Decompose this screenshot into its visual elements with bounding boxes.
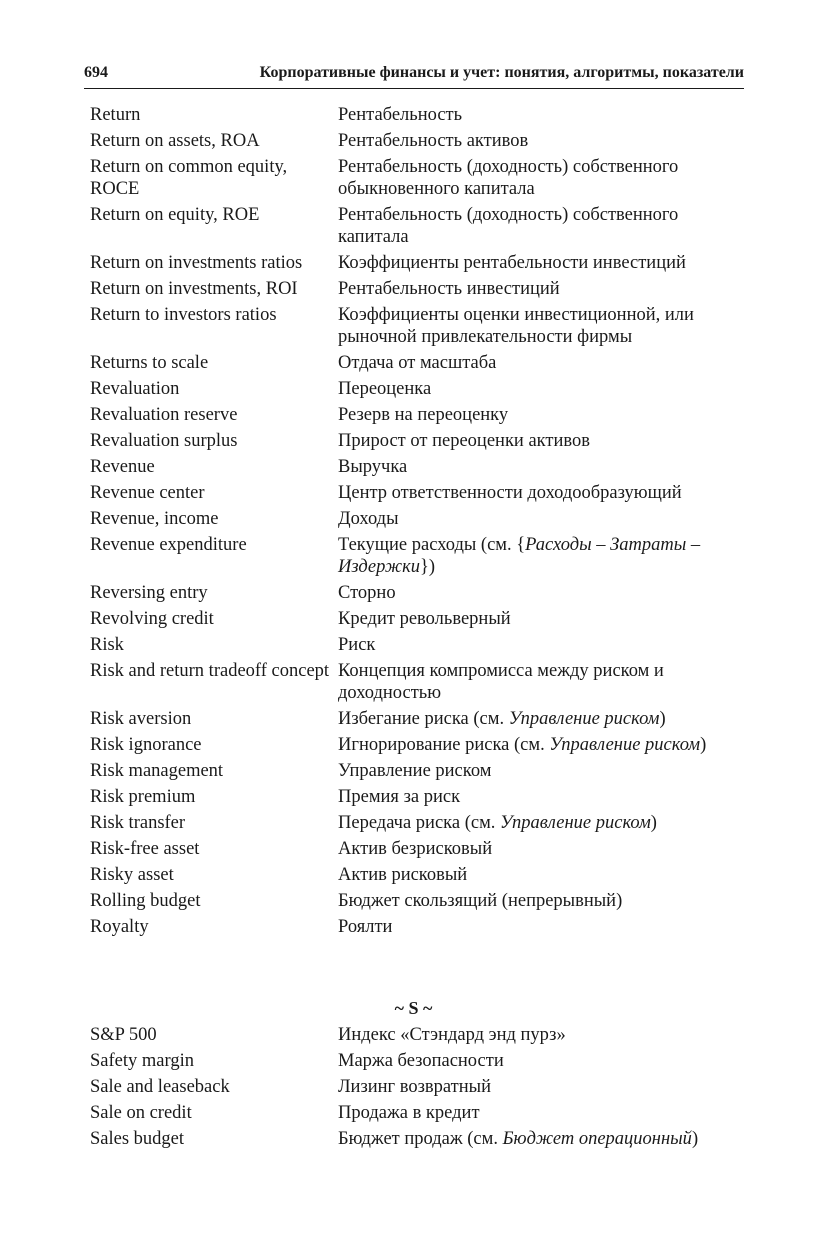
definition-text: Бюджет скользящий (непрерывный) xyxy=(338,891,623,911)
glossary-entry xyxy=(90,130,750,152)
glossary-entry xyxy=(90,352,750,374)
glossary-entry xyxy=(90,890,750,912)
entry-definition xyxy=(338,864,750,886)
definition-text: Индекс «Стэндард энд пурз» xyxy=(338,1025,566,1045)
entry-term: Return on investments ratios xyxy=(90,253,303,273)
glossary-entry xyxy=(90,534,750,578)
entry-term: Safety margin xyxy=(90,1051,194,1071)
definition-text: Маржа безопасности xyxy=(338,1051,504,1071)
entry-definition xyxy=(338,608,750,630)
glossary-entry xyxy=(90,1024,750,1046)
definition-text: Рентабельность активов xyxy=(338,131,529,151)
definition-text: Концепция компромисса между риском и доходностью xyxy=(338,661,664,703)
entry-term: Revaluation xyxy=(90,379,180,399)
entry-term: Sales budget xyxy=(90,1129,185,1149)
entry-term: Revenue, income xyxy=(90,509,219,529)
entry-term: Risk management xyxy=(90,761,224,781)
glossary-entry xyxy=(90,916,750,938)
entry-term: Rolling budget xyxy=(90,891,201,911)
entry-definition xyxy=(338,104,750,126)
definition-text: Кредит револьверный xyxy=(338,609,511,629)
glossary-list-r xyxy=(90,104,750,942)
entry-term: Return on common equity, ROCE xyxy=(90,157,288,199)
definition-text: Игнорирование риска (см. xyxy=(338,735,550,755)
definition-text: Избегание риска (см. xyxy=(338,709,509,729)
section-heading: ~ S ~ xyxy=(394,998,433,1018)
entry-term: Return on investments, ROI xyxy=(90,279,298,299)
entry-term: Royalty xyxy=(90,917,149,937)
entry-term: Risk xyxy=(90,635,124,655)
glossary-entry xyxy=(90,456,750,478)
entry-term: Risky asset xyxy=(90,865,174,885)
glossary-entry xyxy=(90,278,750,300)
glossary-entry xyxy=(90,760,750,782)
entry-term: S&P 500 xyxy=(90,1025,157,1045)
definition-text: Центр ответственности доходообразующий xyxy=(338,483,682,503)
entry-definition xyxy=(338,508,750,530)
definition-text: Лизинг возвратный xyxy=(338,1077,491,1097)
entry-definition xyxy=(338,708,750,730)
entry-definition xyxy=(338,204,750,248)
definition-text: Рентабельность инвестиций xyxy=(338,279,560,299)
definition-text: Доходы xyxy=(338,509,399,529)
definition-text: Рентабельность (доходность) собственного капитала xyxy=(338,205,679,247)
entry-definition xyxy=(338,760,750,782)
definition-tail: ) xyxy=(700,735,707,755)
entry-definition xyxy=(338,278,750,300)
definition-text: Актив безрисковый xyxy=(338,839,493,859)
definition-text: Передача риска (см. xyxy=(338,813,501,833)
page-number: 694 xyxy=(84,64,108,81)
glossary-entry xyxy=(90,734,750,756)
entry-term: Return on assets, ROA xyxy=(90,131,260,151)
definition-text: Бюджет продаж (см. xyxy=(338,1129,503,1149)
definition-text: Коэффициенты рентабельности инвестиций xyxy=(338,253,686,273)
definition-text: Роялти xyxy=(338,917,393,937)
definition-text: Рентабельность (доходность) собственного обыкновенного капитала xyxy=(338,157,679,199)
glossary-entry xyxy=(90,378,750,400)
cross-reference: Расходы – Затраты – Издержки xyxy=(338,535,701,577)
glossary-entry xyxy=(90,708,750,730)
entry-definition xyxy=(338,890,750,912)
entry-definition xyxy=(338,734,750,756)
definition-text: Управление риском xyxy=(338,761,492,781)
page-header xyxy=(84,64,744,89)
entry-definition xyxy=(338,456,750,478)
entry-definition xyxy=(338,430,750,452)
entry-definition xyxy=(338,1102,750,1124)
definition-text: Текущие расходы (см. { xyxy=(338,535,526,555)
entry-term: Revenue xyxy=(90,457,155,477)
definition-tail: ) xyxy=(650,813,657,833)
definition-text: Резерв на переоценку xyxy=(338,405,509,425)
cross-reference: Управление риском xyxy=(549,735,701,755)
definition-tail: ) xyxy=(659,709,666,729)
entry-term: Revenue center xyxy=(90,483,205,503)
entry-term: Sale and leaseback xyxy=(90,1077,230,1097)
entry-definition xyxy=(338,252,750,274)
glossary-entry xyxy=(90,304,750,348)
glossary-entry xyxy=(90,864,750,886)
entry-definition xyxy=(338,838,750,860)
glossary-entry xyxy=(90,1050,750,1072)
glossary-entry xyxy=(90,582,750,604)
glossary-entry xyxy=(90,1076,750,1098)
glossary-entry xyxy=(90,1128,750,1150)
entry-term: Revaluation surplus xyxy=(90,431,238,451)
entry-term: Revaluation reserve xyxy=(90,405,238,425)
entry-definition xyxy=(338,786,750,808)
glossary-entry xyxy=(90,156,750,200)
entry-definition xyxy=(338,130,750,152)
glossary-entry xyxy=(90,838,750,860)
cross-reference: Бюджет операционный xyxy=(502,1129,692,1149)
entry-term: Risk ignorance xyxy=(90,735,202,755)
entry-definition xyxy=(338,378,750,400)
entry-term: Sale on credit xyxy=(90,1103,192,1123)
glossary-entry xyxy=(90,634,750,656)
cross-reference: Управление риском xyxy=(508,709,660,729)
entry-definition xyxy=(338,634,750,656)
entry-definition xyxy=(338,582,750,604)
entry-term: Risk-free asset xyxy=(90,839,200,859)
definition-tail: }) xyxy=(420,557,436,577)
entry-term: Risk aversion xyxy=(90,709,192,729)
entry-term: Returns to scale xyxy=(90,353,209,373)
glossary-entry xyxy=(90,608,750,630)
entry-definition xyxy=(338,404,750,426)
glossary-entry xyxy=(90,660,750,704)
entry-term: Risk transfer xyxy=(90,813,186,833)
glossary-entry xyxy=(90,812,750,834)
cross-reference: Управление риском xyxy=(500,813,651,833)
glossary-entry xyxy=(90,204,750,248)
glossary-list-s xyxy=(90,1024,750,1154)
entry-definition xyxy=(338,1050,750,1072)
entry-term: Revenue expenditure xyxy=(90,535,247,555)
glossary-entry xyxy=(90,786,750,808)
entry-definition xyxy=(338,1076,750,1098)
entry-definition xyxy=(338,1128,750,1150)
definition-text: Риск xyxy=(338,635,376,655)
glossary-entry xyxy=(90,482,750,504)
entry-definition xyxy=(338,1024,750,1046)
entry-term: Risk and return tradeoff concept xyxy=(90,661,330,681)
entry-term: Return on equity, ROE xyxy=(90,205,260,225)
entry-definition xyxy=(338,156,750,200)
definition-text: Отдача от масштаба xyxy=(338,353,497,373)
entry-term: Return xyxy=(90,105,141,125)
entry-term: Revolving credit xyxy=(90,609,214,629)
definition-text: Выручка xyxy=(338,457,408,477)
entry-definition xyxy=(338,482,750,504)
definition-text: Продажа в кредит xyxy=(338,1103,480,1123)
definition-text: Коэффициенты оценки инвестиционной, или рыночной привлекательности фирмы xyxy=(338,305,694,347)
glossary-entry xyxy=(90,430,750,452)
entry-term: Risk premium xyxy=(90,787,196,807)
entry-definition xyxy=(338,916,750,938)
definition-text: Премия за риск xyxy=(338,787,461,807)
glossary-entry xyxy=(90,104,750,126)
glossary-entry xyxy=(90,404,750,426)
definition-text: Актив рисковый xyxy=(338,865,468,885)
glossary-entry xyxy=(90,508,750,530)
definition-tail: ) xyxy=(691,1129,699,1149)
entry-term: Return to investors ratios xyxy=(90,305,277,325)
entry-definition xyxy=(338,352,750,374)
entry-definition xyxy=(338,304,750,348)
definition-text: Сторно xyxy=(338,583,396,603)
entry-definition xyxy=(338,534,750,578)
entry-definition xyxy=(338,812,750,834)
glossary-entry xyxy=(90,1102,750,1124)
definition-text: Рентабельность xyxy=(338,105,463,125)
running-title: Корпоративные финансы и учет: понятия, алгоритмы, показатели xyxy=(259,64,744,81)
definition-text: Переоценка xyxy=(338,379,432,399)
entry-term: Reversing entry xyxy=(90,583,208,603)
definition-text: Прирост от переоценки активов xyxy=(338,431,590,451)
glossary-entry xyxy=(90,252,750,274)
entry-definition xyxy=(338,660,750,704)
